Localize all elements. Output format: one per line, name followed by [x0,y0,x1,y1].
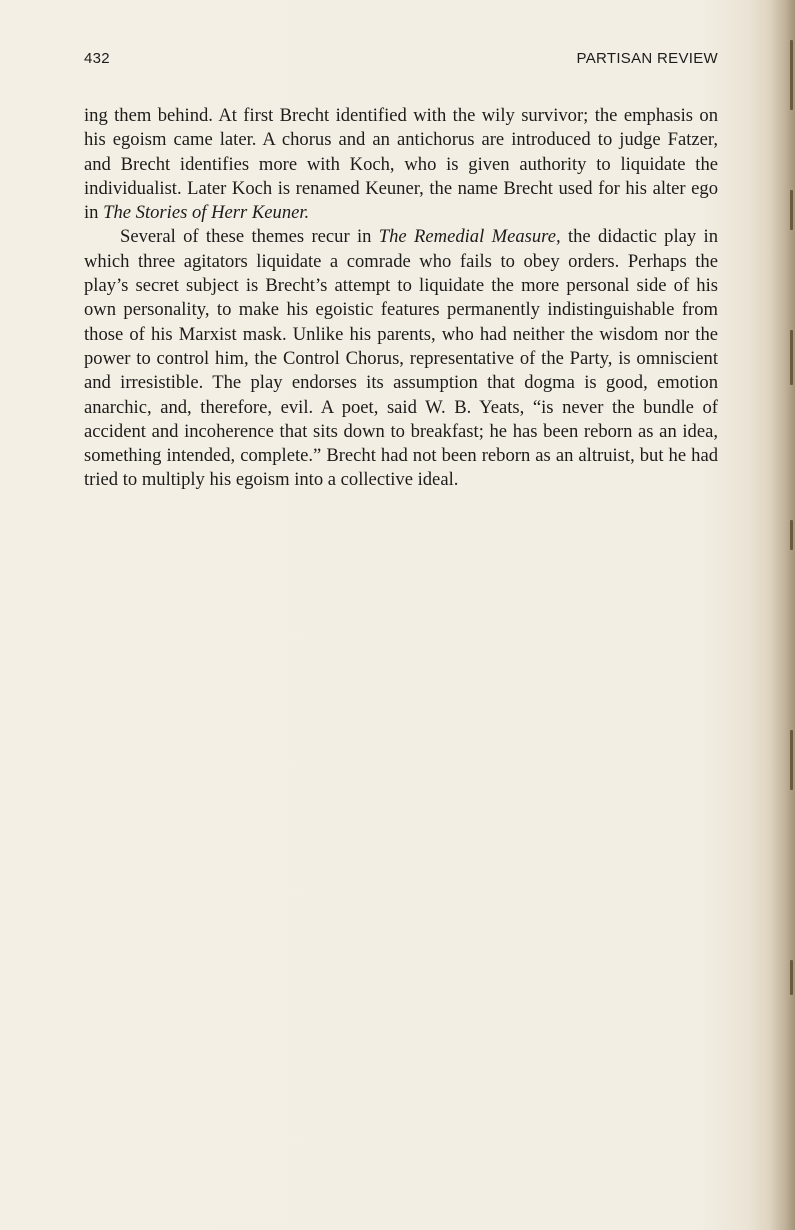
running-head: PARTISAN REVIEW [576,50,718,67]
spine-mark [790,520,793,550]
paragraph-text: ing them behind. At first Brecht identified with the wily survivor; the emphasis on his egoism came later. A chorus and an antichorus are introduced to judge Fatzer, and Brecht identifies more with Koch, who is given authority to liquidate the individualist. Later Koch is renamed Keuner, the name Brecht used for his alter ego in [84,105,718,224]
italic-title: The Remedial Measure, [378,226,561,248]
spine-mark [790,730,793,790]
paragraph [84,104,718,225]
paragraph-text: Several of these themes recur in [120,226,379,248]
spine-mark [790,40,793,110]
paragraph-text: the didactic play in which three agitators liquidate a comrade who fails to obey orders. Perhaps the play’s secret subject is Brecht’s attempt to liquidate the more personal side of his own personality, to make his egoistic features permanently indistinguishable from those of his Marxist mask. Unlike his parents, who had neither the wisdom nor the power to control him, the Control Chorus, representative of the Party, is omniscient and irresistible. The play endorses its assumption that dogma is good, emotion anarchic, and, therefore, evil. A poet, said W. B. Yeats, “is never the bundle of accident and incoherence that sits down to breakfast; he has been reborn as an idea, something intended, complete.” Brecht had not been reborn as an altruist, but he had tried to multiply his egoism into a collective ideal. [84,226,718,491]
spine-mark [790,330,793,385]
paragraph [84,225,718,492]
spine-mark [790,960,793,995]
page-header [84,50,718,72]
book-spine-shadow [769,0,795,1230]
italic-title: The Stories of Herr Keuner. [103,202,310,224]
body-text [84,104,718,493]
page-number: 432 [84,50,110,67]
spine-mark [790,190,793,230]
